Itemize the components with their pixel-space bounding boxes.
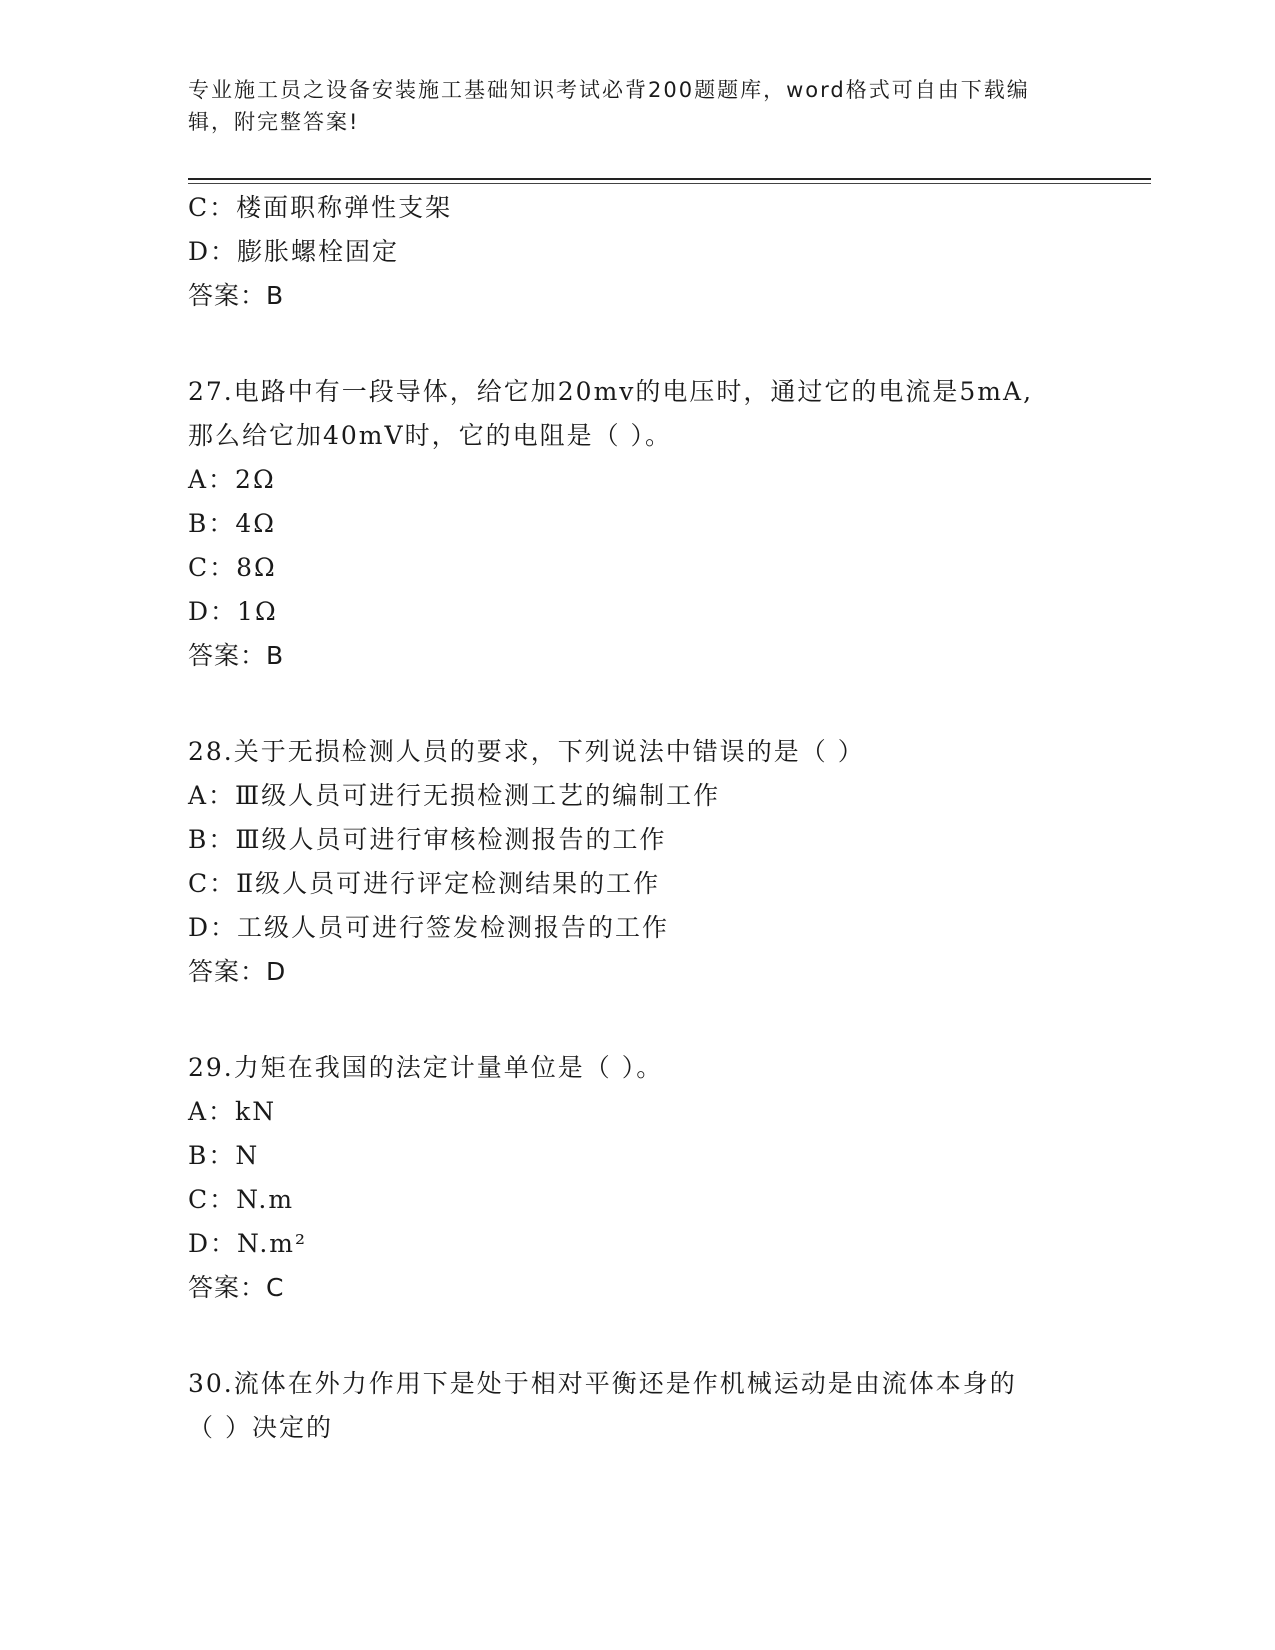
q27-option-d: D：1Ω: [188, 597, 278, 626]
q29-answer: 答案：C: [188, 1273, 285, 1302]
q28-stem-line-1: 28.关于无损检测人员的要求，下列说法中错误的是（ ）: [188, 737, 865, 766]
q28-option-c: C：Ⅱ级人员可进行评定检测结果的工作: [188, 869, 661, 898]
prev-answer: 答案：B: [188, 281, 285, 310]
q27-stem-line-1: 27.电路中有一段导体，给它加20mv的电压时，通过它的电流是5mA,: [188, 377, 1034, 406]
q27-option-c: C：8Ω: [188, 553, 277, 582]
q27-option-a: A：2Ω: [188, 465, 276, 494]
q28-answer: 答案：D: [188, 957, 287, 986]
q27-stem-line-2: 那么给它加40mV时，它的电阻是（ ）。: [188, 421, 673, 450]
q27-answer: 答案：B: [188, 641, 285, 670]
q29-option-a: A：kN: [188, 1097, 277, 1126]
q29-option-c: C：N.m: [188, 1185, 295, 1214]
prev-option-d: D：膨胀螺栓固定: [188, 237, 400, 266]
q28-option-d: D：工级人员可进行签发检测报告的工作: [188, 913, 670, 942]
q29-option-d: D：N.m²: [188, 1229, 307, 1258]
q30-stem-line-1: 30.流体在外力作用下是处于相对平衡还是作机械运动是由流体本身的: [188, 1369, 1017, 1398]
prev-option-c: C：楼面职称弹性支架: [188, 193, 453, 222]
q30-stem-line-2: （ ）决定的: [188, 1413, 333, 1442]
q27-option-b: B：4Ω: [188, 509, 277, 538]
q29-stem-line-1: 29.力矩在我国的法定计量单位是（ ）。: [188, 1053, 664, 1082]
q29-option-b: B：N: [188, 1141, 260, 1170]
header-rule-thick: [188, 178, 1151, 180]
q28-option-b: B：Ⅲ级人员可进行审核检测报告的工作: [188, 825, 667, 854]
q28-option-a: A：Ⅲ级人员可进行无损检测工艺的编制工作: [188, 781, 721, 810]
document-header-title: 专业施工员之设备安装施工基础知识考试必背200题题库，word格式可自由下载编辑，附完整答案!: [188, 78, 1030, 134]
header-rule-thin: [188, 183, 1151, 184]
